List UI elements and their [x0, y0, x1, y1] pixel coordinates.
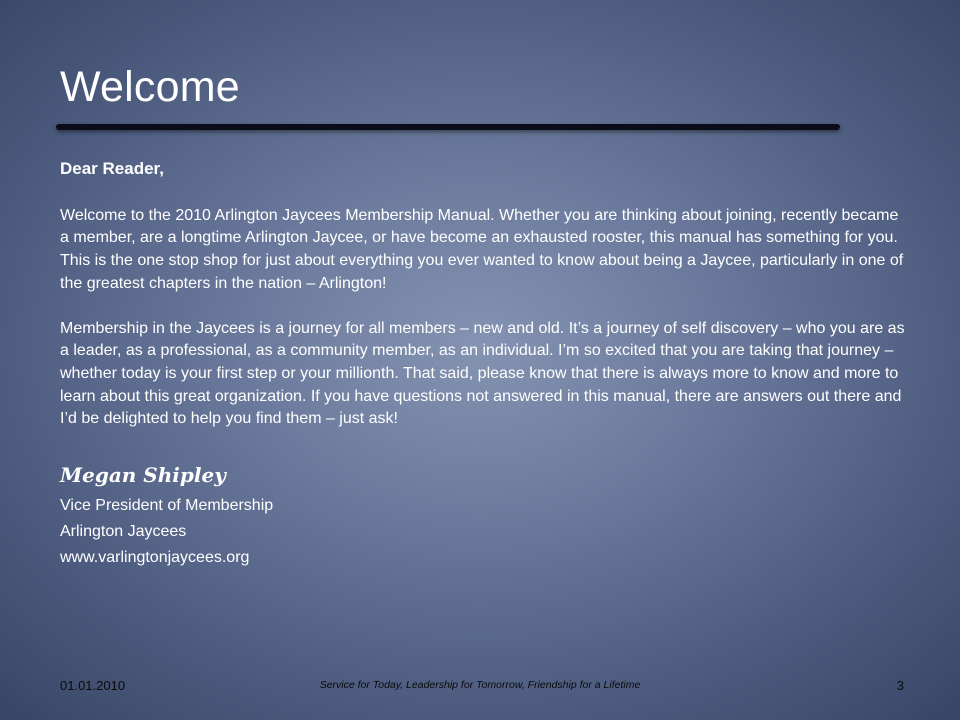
signature-website: www.varlingtonjaycees.org: [60, 549, 250, 567]
signature-role: Vice President of Membership: [60, 497, 274, 515]
journey-paragraph: Membership in the Jaycees is a journey for all members – new and old. It’s a journey of self discovery – who you are as a leader, as a professional, as a community member, as an individual. I’m so excited that you are taking that journey – whether today is your first step or your millionth. That said, please know that there is always more to know and more to learn about this great organization. If you have questions not answered in this manual, there are answers out there and I’d be delighted to help you find them – just ask!: [60, 319, 905, 428]
signature-organization: Arlington Jaycees: [60, 523, 187, 541]
slide-footer: [0, 678, 960, 698]
footer-date: 01.01.2010: [60, 678, 126, 693]
salutation: Dear Reader,: [60, 159, 164, 178]
signature-name: Megan Shipley: [60, 463, 226, 488]
title-underline: [56, 124, 840, 130]
footer-tagline: Service for Today, Leadership for Tomorrow, Friendship for a Lifetime: [319, 679, 641, 691]
welcome-paragraph: Welcome to the 2010 Arlington Jaycees Membership Manual. Whether you are thinking about joining, recently became a member, are a longtime Arlington Jaycee, or have become an exhausted rooster, this manual has something for you. This is the one stop shop for just about everything you ever wanted to know about being a Jaycee, particularly in one of the greatest chapters in the nation – Arlington!: [60, 206, 904, 292]
page-number: 3: [896, 678, 904, 693]
slide-title: Welcome: [60, 63, 240, 111]
slide-body: [60, 158, 910, 571]
